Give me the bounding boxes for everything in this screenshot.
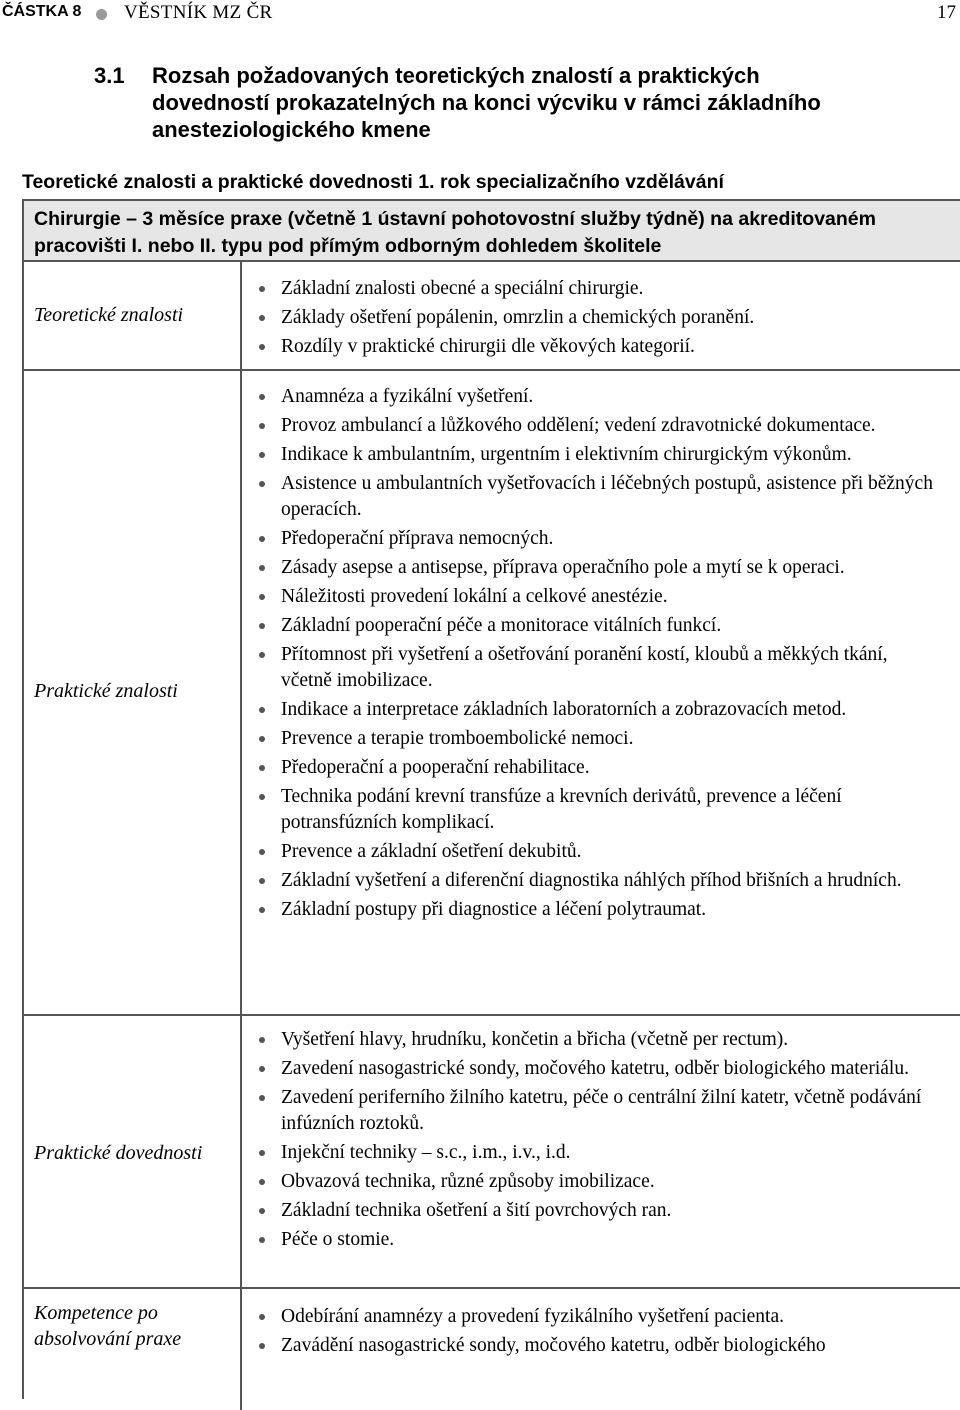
list-item-text: Základní znalosti obecné a speciální chirurgie. <box>281 278 644 299</box>
row-label-competences: Kompetence po absolvování praxe <box>34 1302 182 1350</box>
row-divider <box>24 1014 960 1016</box>
list-item <box>256 613 936 639</box>
bullet-icon <box>259 315 265 321</box>
bullet-icon <box>259 536 265 542</box>
list-item-text: Základní pooperační péče a monitorace vitálních funkcí. <box>281 615 722 636</box>
list-item <box>256 413 936 439</box>
list-item-text: Základní vyšetření a diferenční diagnostika náhlých příhod břišních a hrudních. <box>281 870 902 891</box>
list-item-text: Indikace k ambulantním, urgentním i elektivním chirurgickým výkonům. <box>281 444 852 465</box>
item-list-practical-knowledge <box>256 384 936 926</box>
list-item-text: Zásady asepse a antisepse, příprava operačního pole a mytí se k operaci. <box>281 557 845 578</box>
list-item-text: Zavedení nasogastrické sondy, močového katetru, odběr biologického materiálu. <box>281 1058 909 1079</box>
list-item <box>256 1304 936 1330</box>
bullet-icon <box>259 1179 265 1185</box>
bullet-icon <box>259 1343 265 1349</box>
competency-table <box>22 199 960 1399</box>
list-item <box>256 526 936 552</box>
bullet-icon <box>259 565 265 571</box>
list-item-text: Péče o stomie. <box>281 1229 395 1250</box>
list-item-text: Základní postupy při diagnostice a léčení polytraumat. <box>281 899 707 920</box>
bullet-icon <box>259 481 265 487</box>
list-item-text: Přítomnost při vyšetření a ošetřování poranění kostí, kloubů a měkkých tkání, včetně imobilizace. <box>281 644 888 691</box>
bullet-icon <box>259 794 265 800</box>
list-item-text: Rozdíly v praktické chirurgii dle věkových kategorií. <box>281 336 695 357</box>
bullet-icon <box>259 1208 265 1214</box>
list-item <box>256 276 936 302</box>
table-caption-row <box>24 201 960 262</box>
journal-name: VĚSTNÍK MZ ČR <box>124 2 273 23</box>
row-label-theoretical: Teoretické znalosti <box>34 304 184 326</box>
list-item <box>256 584 936 610</box>
bullet-icon <box>259 286 265 292</box>
bullet-icon <box>259 1150 265 1156</box>
list-item-text: Předoperační příprava nemocných. <box>281 528 554 549</box>
bullet-icon <box>259 1237 265 1243</box>
list-item <box>256 384 936 410</box>
list-item-text: Zavádění nasogastrické sondy, močového katetru, odběr biologického <box>281 1335 826 1356</box>
bullet-icon <box>259 1037 265 1043</box>
list-item <box>256 442 936 468</box>
list-item <box>256 1027 936 1053</box>
bullet-icon <box>259 394 265 400</box>
list-item-text: Předoperační a pooperační rehabilitace. <box>281 757 590 778</box>
list-item-text: Prevence a terapie tromboembolické nemoci. <box>281 728 634 749</box>
bullet-icon <box>259 1314 265 1320</box>
item-list-competences <box>256 1304 936 1362</box>
bullet-icon <box>259 623 265 629</box>
list-item-text: Prevence a základní ošetření dekubitů. <box>281 841 582 862</box>
list-item-text: Vyšetření hlavy, hrudníku, končetin a břicha (včetně per rectum). <box>281 1029 789 1050</box>
list-item <box>256 1333 936 1359</box>
list-item-text: Náležitosti provedení lokální a celkové anestézie. <box>281 586 668 607</box>
issue-part: ČÁSTKA 8 <box>2 3 82 20</box>
list-item <box>256 305 936 331</box>
list-item-text: Indikace a interpretace základních laboratorních a zobrazovacích metod. <box>281 699 847 720</box>
bullet-icon <box>259 594 265 600</box>
list-item <box>256 1227 936 1253</box>
subsection-title: Teoretické znalosti a praktické dovednosti 1. rok specializačního vzdělávání <box>22 171 724 193</box>
list-item-text: Technika podání krevní transfúze a krevních derivátů, prevence a léčení potransfúzních komplikací. <box>281 786 842 833</box>
row-divider <box>24 1287 960 1289</box>
running-header <box>0 0 960 28</box>
list-item <box>256 1140 936 1166</box>
item-list-theoretical <box>256 276 936 363</box>
list-item-text: Zavedení periferního žilního katetru, péče o centrální žilní katetr, včetně podávání infúzních roztoků. <box>281 1087 922 1134</box>
list-item-text: Základní technika ošetření a šití povrchových ran. <box>281 1200 672 1221</box>
bullet-icon <box>259 736 265 742</box>
bullet-icon <box>259 652 265 658</box>
list-item-text: Odebírání anamnézy a provedení fyzikálního vyšetření pacienta. <box>281 1306 785 1327</box>
bullet-icon <box>259 344 265 350</box>
list-item <box>256 839 936 865</box>
list-item <box>256 1085 936 1137</box>
list-item <box>256 726 936 752</box>
list-item <box>256 784 936 836</box>
list-item <box>256 868 936 894</box>
bullet-icon <box>259 452 265 458</box>
bullet-icon <box>259 707 265 713</box>
list-item-text: Asistence u ambulantních vyšetřovacích i léčebných postupů, asistence při běžných operacích. <box>281 473 933 520</box>
list-item-text: Obvazová technika, různé způsoby imobilizace. <box>281 1171 655 1192</box>
list-item <box>256 697 936 723</box>
list-item <box>256 755 936 781</box>
bullet-icon <box>259 1095 265 1101</box>
list-item <box>256 1198 936 1224</box>
bullet-icon <box>259 849 265 855</box>
list-item <box>256 471 936 523</box>
list-item-text: Provoz ambulancí a lůžkového oddělení; vedení zdravotnické dokumentace. <box>281 415 876 436</box>
bullet-icon <box>259 765 265 771</box>
row-label-practical-knowledge: Praktické znalosti <box>34 680 178 702</box>
item-list-practical-skills <box>256 1027 936 1256</box>
list-item <box>256 334 936 360</box>
list-item-text: Injekční techniky – s.c., i.m., i.v., i.d. <box>281 1142 571 1163</box>
column-divider <box>240 260 242 1410</box>
list-item <box>256 1056 936 1082</box>
section-title: Rozsah požadovaných teoretických znalostí a praktických dovedností prokazatelných na konci výcviku v rámci základního anesteziologického kmene <box>152 63 821 142</box>
row-divider <box>24 369 960 371</box>
bullet-icon <box>259 423 265 429</box>
list-item <box>256 1169 936 1195</box>
bullet-icon <box>259 878 265 884</box>
row-label-practical-skills: Praktické dovednosti <box>34 1142 203 1164</box>
list-item-text: Anamnéza a fyzikální vyšetření. <box>281 386 534 407</box>
list-item <box>256 642 936 694</box>
bullet-dot-icon <box>96 9 107 20</box>
bullet-icon <box>259 1066 265 1072</box>
list-item <box>256 555 936 581</box>
bullet-icon <box>259 907 265 913</box>
section-number: 3.1 <box>94 63 125 88</box>
list-item-text: Základy ošetření popálenin, omrzlin a chemických poranění. <box>281 307 755 328</box>
page-number: 17 <box>937 2 956 23</box>
table-caption: Chirurgie – 3 měsíce praxe (včetně 1 ústavní pohotovostní služby týdně) na akreditovaném pracovišti I. nebo II. typu pod přímým odborným dohledem školitele <box>34 208 876 257</box>
list-item <box>256 897 936 923</box>
